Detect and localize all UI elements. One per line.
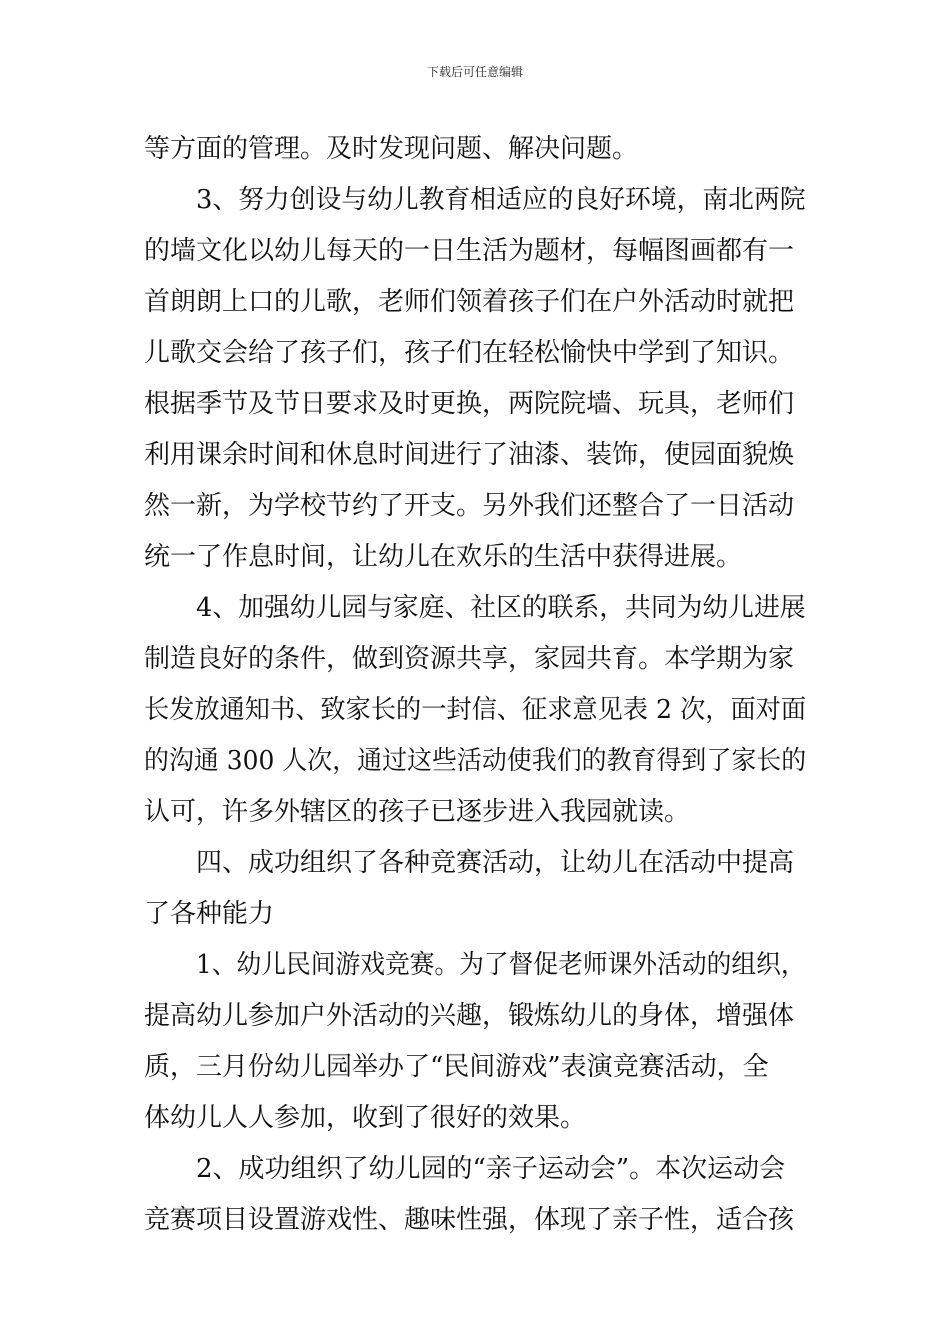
paragraph-start-line: 4、加强幼儿园与家庭、社区的联系，共同为幼儿进展 <box>196 593 806 623</box>
body-line: 的沟通 300 人次，通过这些活动使我们的教育得到了家长的 <box>144 746 807 776</box>
paragraph-start-line: 3、努力创设与幼儿教育相适应的良好环境，南北两院 <box>196 185 806 215</box>
body-line: 制造良好的条件，做到资源共享，家园共育。本学期为家 <box>144 644 795 674</box>
paragraph-start-line: 1、幼儿民间游戏竞赛。为了督促老师课外活动的组织， <box>196 950 806 980</box>
body-line: 然一新，为学校节约了开支。另外我们还整合了一日活动 <box>144 491 795 521</box>
body-line: 儿歌交会给了孩子们，孩子们在轻松愉快中学到了知识。 <box>144 338 795 368</box>
body-line: 质，三月份幼儿园举办了“民间游戏”表演竞赛活动，全 <box>144 1052 769 1082</box>
body-line: 根据季节及节日要求及时更换，两院院墙、玩具，老师们 <box>144 389 795 419</box>
body-line: 竞赛项目设置游戏性、趣味性强，体现了亲子性，适合孩 <box>144 1205 795 1235</box>
body-line: 利用课余时间和休息时间进行了油漆、装饰，使园面貌焕 <box>144 440 795 470</box>
body-line: 等方面的管理。及时发现问题、解决问题。 <box>144 134 639 164</box>
body-line: 首朗朗上口的儿歌，老师们领着孩子们在户外活动时就把 <box>144 287 795 317</box>
body-line: 长发放通知书、致家长的一封信、征求意见表 2 次，面对面 <box>144 695 807 725</box>
body-line: 认可，许多外辖区的孩子已逐步进入我园就读。 <box>144 797 691 827</box>
body-line: 提高幼儿参加户外活动的兴趣，锻炼幼儿的身体，增强体 <box>144 1001 795 1031</box>
body-line: 的墙文化以幼儿每天的一日生活为题材，每幅图画都有一 <box>144 236 795 266</box>
page-header: 下载后可任意编辑 <box>426 65 523 79</box>
section-heading-line: 了各种能力 <box>144 899 275 929</box>
body-line: 统一了作息时间，让幼儿在欢乐的生活中获得进展。 <box>144 542 743 572</box>
section-heading-line: 四、成功组织了各种竞赛活动，让幼儿在活动中提高 <box>196 848 795 878</box>
paragraph-start-line: 2、成功组织了幼儿园的“亲子运动会”。本次运动会 <box>196 1154 786 1184</box>
body-line: 体幼儿人人参加，收到了很好的效果。 <box>144 1103 587 1133</box>
